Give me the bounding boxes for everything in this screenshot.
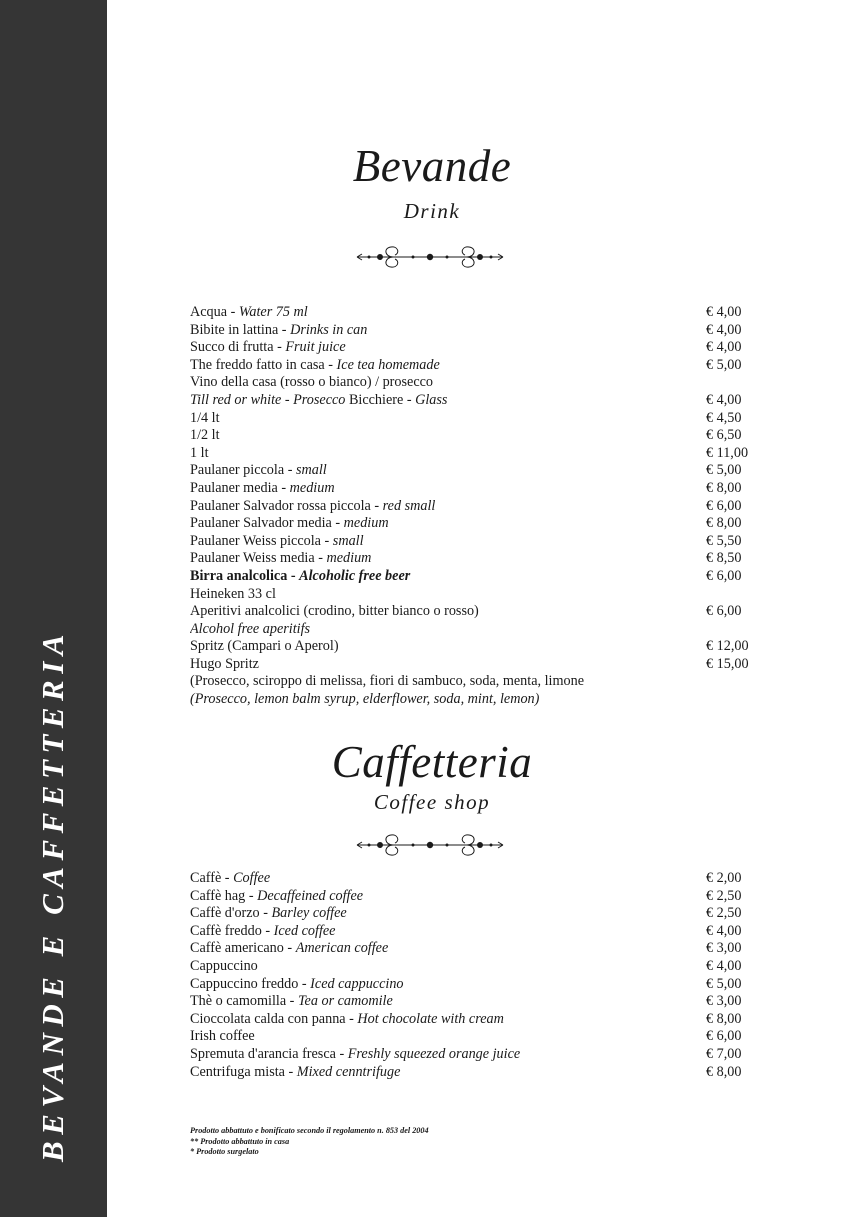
item-translation: Drinks in can	[290, 321, 368, 338]
item-price	[706, 691, 770, 709]
item-price: € 5,50	[706, 532, 742, 549]
item-price: € 3,00	[706, 993, 742, 1010]
item-name: 1/2 lt	[190, 427, 220, 444]
item-name: Cioccolata calda con panna -	[190, 1010, 358, 1027]
item-price: € 8,50	[706, 550, 742, 567]
item-name: Spremuta d'arancia fresca -	[190, 1045, 348, 1062]
menu-item	[190, 958, 770, 976]
item-price: € 2,50	[706, 905, 742, 922]
item-price: € 8,00	[706, 479, 742, 496]
item-price: € 8,00	[706, 515, 742, 532]
item-translation: Glass	[415, 391, 448, 408]
item-price: € 12,00	[706, 638, 749, 655]
menu-item	[190, 322, 770, 340]
item-name: Cappuccino freddo -	[190, 975, 311, 992]
item-name: 1/4 lt	[190, 409, 220, 426]
menu-item	[190, 304, 770, 322]
item-translation: small	[295, 462, 327, 479]
scroll-ornament-icon	[355, 832, 505, 858]
item-name: Thè o camomilla -	[190, 993, 298, 1010]
item-name: Paulaner media -	[190, 479, 290, 496]
item-translation: Ice tea homemade	[336, 356, 440, 373]
item-price: € 5,00	[706, 975, 742, 992]
menu-item	[190, 870, 770, 888]
item-translation: Alcoholic free beer	[299, 567, 411, 584]
item-name: Aperitivi analcolici (crodino, bitter bianco o rosso)	[190, 603, 479, 620]
menu-item	[190, 533, 770, 551]
footnote: * Prodotto surgelato	[190, 1147, 259, 1156]
item-price: € 4,00	[706, 957, 742, 974]
item-price: € 2,00	[706, 870, 742, 886]
item-price: € 6,50	[706, 427, 742, 444]
item-price: € 11,00	[706, 444, 749, 461]
item-price: € 3,00	[706, 940, 742, 957]
item-price: € 8,00	[706, 1010, 742, 1027]
menu-item	[190, 498, 770, 516]
menu-item	[190, 656, 770, 674]
item-name: (Prosecco, sciroppo di melissa, fiori di sambuco, soda, menta, limone	[190, 673, 585, 690]
item-name: Bibite in lattina -	[190, 321, 291, 338]
item-translation: Fruit juice	[285, 339, 346, 356]
menu-item	[190, 427, 770, 445]
item-price: € 4,00	[706, 304, 742, 320]
item-price: € 7,00	[706, 1045, 742, 1062]
item-translation: Hot chocolate with cream	[357, 1010, 504, 1027]
menu-item	[190, 392, 770, 410]
menu-item	[190, 410, 770, 428]
item-name: Paulaner piccola -	[190, 462, 296, 479]
menu-item	[190, 923, 770, 941]
item-name: Paulaner Weiss piccola -	[190, 532, 333, 549]
menu-item	[190, 339, 770, 357]
item-price: € 6,00	[706, 1028, 742, 1045]
item-translation: Iced coffee	[273, 922, 336, 939]
coffee-subtitle: Coffee shop	[373, 790, 491, 814]
sidebar-title: BEVANDE E CAFFETTERIA	[35, 628, 70, 1162]
item-price: € 4,00	[706, 321, 742, 338]
footnote: ** Prodotto abbattuto in casa	[190, 1136, 290, 1146]
menu-item	[190, 993, 770, 1011]
menu-item	[190, 888, 770, 906]
item-price: € 4,50	[706, 409, 742, 426]
footnote: Prodotto abbattuto e bonificato secondo il regolamento n. 853 del 2004	[190, 1126, 429, 1135]
menu-item	[190, 940, 770, 958]
menu-item	[190, 1011, 770, 1029]
item-name: Caffè d'orzo -	[190, 905, 272, 922]
scroll-ornament-icon	[355, 244, 505, 270]
menu-item	[190, 638, 770, 656]
menu-item	[190, 586, 770, 604]
footnotes	[190, 1126, 429, 1158]
item-price	[706, 374, 770, 392]
coffee-title: Caffetteria	[331, 737, 533, 787]
item-price	[706, 586, 770, 604]
item-translation: medium	[289, 479, 335, 496]
item-price: € 6,00	[706, 497, 742, 514]
coffee-menu-list	[190, 870, 770, 1081]
menu-item	[190, 515, 770, 533]
item-name: Caffè freddo -	[190, 922, 274, 939]
item-translation: Coffee	[233, 870, 271, 886]
menu-item	[190, 374, 770, 392]
item-translation: Freshly squeezed orange juice	[347, 1045, 521, 1062]
drinks-title: Bevande	[352, 141, 512, 191]
item-price: € 6,00	[706, 603, 742, 620]
item-name: Paulaner Salvador media -	[190, 515, 344, 532]
item-name: Caffè -	[190, 870, 234, 886]
item-translation: Decaffeined coffee	[257, 887, 364, 904]
menu-item	[190, 550, 770, 568]
item-translation: Barley coffee	[271, 905, 347, 922]
item-price: € 15,00	[706, 655, 749, 672]
menu-item	[190, 462, 770, 480]
item-name: Bicchiere -	[348, 391, 416, 408]
item-translation: Iced cappuccino	[310, 975, 404, 992]
item-name: Hugo Spritz	[190, 655, 259, 672]
item-translation: small	[332, 532, 364, 549]
item-name: Birra analcolica -	[190, 567, 300, 584]
item-translation: Till red or white - Prosecco	[190, 391, 349, 408]
drinks-subtitle: Drink	[403, 199, 461, 223]
menu-item	[190, 568, 770, 586]
item-price: € 5,00	[706, 356, 742, 373]
item-name: Irish coffee	[190, 1028, 255, 1045]
sidebar-band	[0, 0, 107, 1217]
item-translation: red small	[382, 497, 436, 514]
item-price: € 6,00	[706, 567, 742, 584]
item-translation: (Prosecco, lemon balm syrup, elderflower, soda, mint, lemon)	[190, 691, 540, 708]
item-name: Succo di frutta -	[190, 339, 286, 356]
drinks-menu-list	[190, 304, 770, 709]
item-translation: Mixed cenntrifuge	[296, 1063, 401, 1080]
item-price: € 2,50	[706, 887, 742, 904]
menu-item	[190, 673, 770, 691]
item-name: Caffè hag -	[190, 887, 258, 904]
item-price: € 8,00	[706, 1063, 742, 1080]
item-translation: American coffee	[295, 940, 389, 957]
item-name: 1 lt	[190, 444, 209, 461]
item-translation: Alcohol free aperitifs	[190, 620, 311, 637]
menu-item	[190, 480, 770, 498]
item-name: Cappuccino	[190, 957, 258, 974]
menu-item	[190, 905, 770, 923]
item-price	[706, 621, 770, 639]
item-name: Caffè americano -	[190, 940, 296, 957]
item-translation: medium	[326, 550, 372, 567]
item-price: € 4,00	[706, 922, 742, 939]
menu-item	[190, 1028, 770, 1046]
menu-item	[190, 976, 770, 994]
item-name: Paulaner Salvador rossa piccola -	[190, 497, 383, 514]
menu-item	[190, 1046, 770, 1064]
item-name: Centrifuga mista -	[190, 1063, 297, 1080]
item-price: € 5,00	[706, 462, 742, 479]
item-translation: Tea or camomile	[297, 993, 393, 1010]
menu-item	[190, 603, 770, 621]
item-name: Paulaner Weiss media -	[190, 550, 327, 567]
item-name: Heineken 33 cl	[190, 585, 276, 602]
menu-item	[190, 445, 770, 463]
item-name: Vino della casa (rosso o bianco) / prosecco	[190, 374, 434, 391]
item-price: € 4,00	[706, 339, 742, 356]
menu-item	[190, 1064, 770, 1082]
menu-item	[190, 621, 770, 639]
item-name: The freddo fatto in casa -	[190, 356, 337, 373]
item-name: Acqua -	[190, 304, 239, 320]
item-translation: medium	[343, 515, 389, 532]
item-price	[706, 673, 770, 691]
item-translation: Water 75 ml	[238, 304, 308, 320]
menu-item	[190, 357, 770, 375]
item-price: € 4,00	[706, 391, 742, 408]
menu-item	[190, 691, 770, 709]
item-name: Spritz (Campari o Aperol)	[190, 638, 339, 655]
